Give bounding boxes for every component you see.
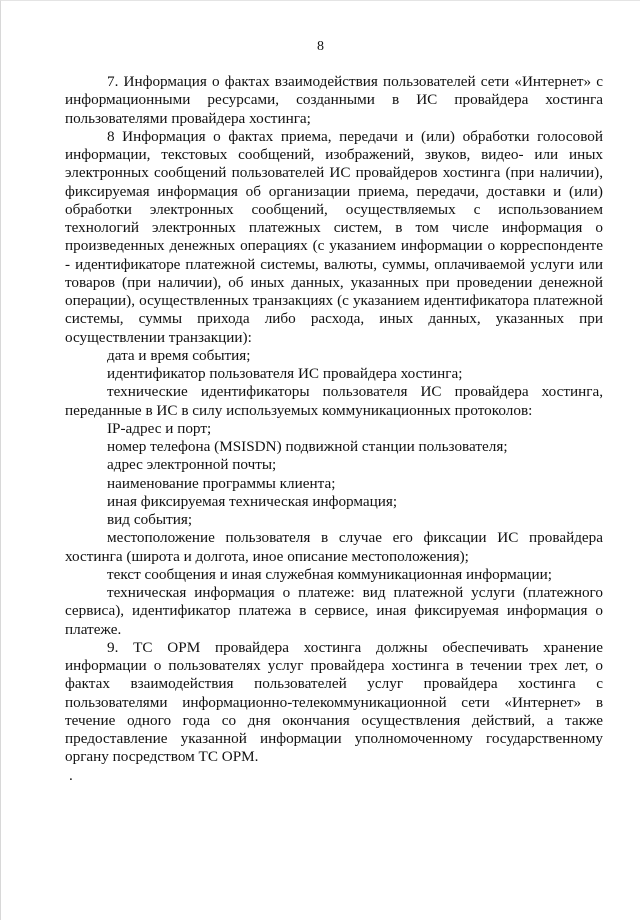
- list-item-location: местоположение пользователя в случае его фиксации ИС провайдера хостинга (широта и долгота, иное описание местоположения);: [65, 529, 603, 565]
- list-item-technical-ids: технические идентификаторы пользователя ИС провайдера хостинга, переданные в ИС в силу используемых коммуникационных протоколов:: [65, 383, 603, 419]
- paragraph-7: 7. Информация о фактах взаимодействия пользователей сети «Интернет» с информационными ресурсами, созданными в ИС провайдера хостинга пользователями провайдера хостинга;: [65, 73, 603, 127]
- list-item-event-type: вид события;: [107, 511, 193, 528]
- page-number: 8: [317, 39, 324, 54]
- document-body: [65, 73, 603, 785]
- list-item-ip-port: IP-адрес и порт;: [107, 419, 212, 437]
- list-item-message-text: текст сообщения и иная служебная коммуникационная информации;: [107, 565, 552, 583]
- trailing-mark: .: [69, 766, 73, 784]
- list-item-payment-info: техническая информация о платеже: вид платежной услуги (платежного сервиса), идентификатор платежа в сервисе, иная фиксируемая информация о платеже.: [65, 584, 603, 638]
- list-item-email: адрес электронной почты;: [107, 456, 277, 474]
- paragraph-9: 9. ТС ОРМ провайдера хостинга должны обеспечивать хранение информации о пользователях услуг провайдера хостинга в течении трех лет, о фактах взаимодействия пользователей услуг провайдера хостинга с пользователями информационно-телекоммуникационной сети «Интернет» в течение одного года со дня окончания осуществления действий, а также предоставление указанной информации уполномоченному государственному органу посредством ТС ОРМ.: [65, 638, 603, 766]
- list-item-msisdn: номер телефона (MSISDN) подвижной станции пользователя;: [107, 438, 508, 455]
- list-item-client-program: наименование программы клиента;: [107, 474, 336, 492]
- list-item-event-datetime: дата и время события;: [107, 346, 251, 364]
- list-item-user-id: идентификатор пользователя ИС провайдера хостинга;: [107, 365, 463, 382]
- paragraph-8: 8 Информация о фактах приема, передачи и (или) обработки голосовой информации, текстовых сообщений, изображений, звуков, видео- или иных электронных сообщений пользователей ИС провайдеров хостинга (при наличии), фиксируемая информация об организации приема, передачи, доставки и (или) обработки электронных сообщений, осуществляемых с использованием технологий электронных платежных систем, в том числе информация о произведенных денежных операциях (с указанием информации о корреспонденте - идентификаторе платежной системы, валюты, суммы, оплачиваемой услуги или товаров (при наличии), об иных данных, указанных при проведении денежной операции), осуществленных транзакциях (с указанием идентификатора платежной системы, суммы прихода либо расхода, иных данных, указанных при осуществлении транзакции):: [65, 127, 603, 346]
- list-item-other-technical-info: иная фиксируемая техническая информация;: [107, 492, 398, 510]
